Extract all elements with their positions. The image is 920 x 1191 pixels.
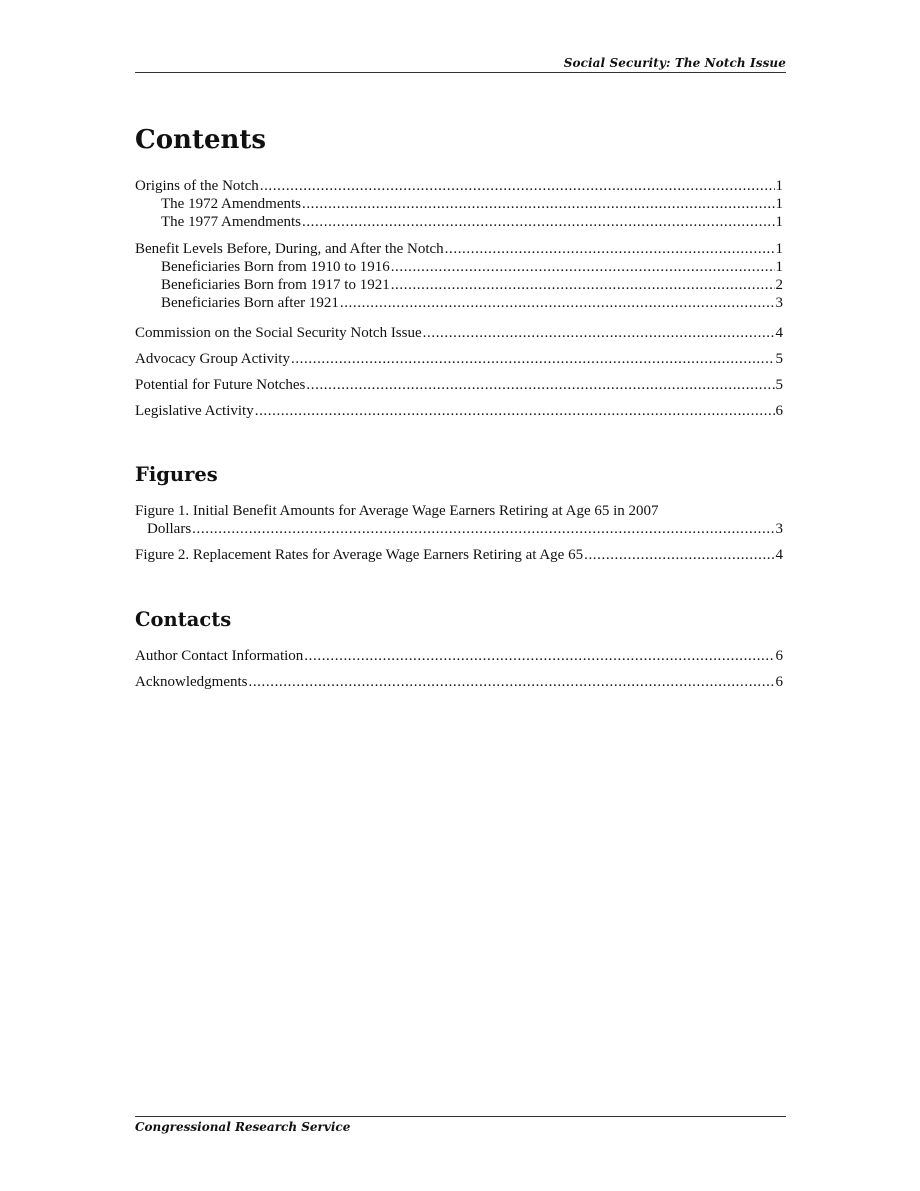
toc-entry-born-1917-1921[interactable] [135,276,783,294]
toc-page-number: 5 [775,377,783,393]
dot-leader [304,647,774,665]
toc-entry-commission-wrap [135,324,783,342]
toc-page-number: 3 [775,521,783,537]
toc-entry-label: The 1972 Amendments [161,196,301,212]
toc-entry-label: Legislative Activity [135,403,254,419]
toc-entry-ack-wrap [135,673,783,691]
dot-leader [248,673,774,691]
dot-leader [445,240,775,258]
dot-leader [260,177,775,195]
toc-page-number: 1 [775,196,783,212]
dot-leader [584,546,774,564]
dot-leader [302,195,775,213]
toc-entry-acknowledgments[interactable] [135,673,783,691]
toc-page-number: 4 [775,547,783,563]
toc-entry-born-1910-1916[interactable] [135,258,783,276]
dot-leader [255,402,775,420]
dot-leader [391,258,775,276]
figures-heading: Figures [135,463,218,486]
toc-entry-origins[interactable] [135,177,783,195]
dot-leader [302,213,775,231]
dot-leader [306,376,774,394]
toc-page-number: 1 [775,241,783,257]
header-rule [135,72,786,73]
toc-entry-advocacy[interactable] [135,350,783,368]
contents-group-1 [135,177,783,231]
toc-entry-advocacy-wrap [135,350,783,368]
toc-entry-label: Figure 2. Replacement Rates for Average Wage Earners Retiring at Age 65 [135,547,584,563]
toc-entry-future-notches[interactable] [135,376,783,394]
toc-entry-label: Dollars [147,521,192,537]
toc-entry-label: Origins of the Notch [135,178,259,194]
toc-entry-label: Beneficiaries Born after 1921 [161,295,339,311]
toc-entry-legislative-wrap [135,402,783,420]
running-footer: Congressional Research Service [135,1120,351,1134]
toc-entry-figure-1[interactable] [135,502,783,538]
dot-leader [192,520,774,538]
toc-entry-label: Acknowledgments [135,674,248,690]
toc-page-number: 1 [775,214,783,230]
toc-entry-continuation [135,520,783,538]
toc-page-number: 6 [775,403,783,419]
toc-entry-label: The 1977 Amendments [161,214,301,230]
contents-heading: Contents [135,125,267,155]
toc-entry-legislative[interactable] [135,402,783,420]
toc-entry-1972-amendments[interactable] [135,195,783,213]
toc-page-number: 1 [775,178,783,194]
toc-entry-label: Commission on the Social Security Notch Issue [135,325,422,341]
toc-page-number: 3 [775,295,783,311]
contents-group-2 [135,240,783,312]
contacts-heading: Contacts [135,608,232,631]
dot-leader [391,276,775,294]
toc-page-number: 1 [775,259,783,275]
toc-entry-label: Figure 1. Initial Benefit Amounts for Average Wage Earners Retiring at Age 65 in 2007 [135,503,659,519]
toc-entry-label: Advocacy Group Activity [135,351,290,367]
toc-page-number: 4 [775,325,783,341]
toc-entry-born-after-1921[interactable] [135,294,783,312]
toc-entry-benefit-levels[interactable] [135,240,783,258]
toc-entry-author-wrap [135,647,783,665]
dot-leader [340,294,775,312]
toc-entry-figure-2-wrap [135,546,783,564]
toc-entry-author-contact[interactable] [135,647,783,665]
toc-entry-future-wrap [135,376,783,394]
toc-entry-label: Benefit Levels Before, During, and After the Notch [135,241,444,257]
toc-entry-label: Beneficiaries Born from 1917 to 1921 [161,277,390,293]
toc-entry-commission[interactable] [135,324,783,342]
toc-page-number: 6 [775,648,783,664]
dot-leader [423,324,775,342]
toc-entry-label: Beneficiaries Born from 1910 to 1916 [161,259,390,275]
dot-leader [291,350,775,368]
toc-page-number: 6 [775,674,783,690]
toc-page-number: 5 [775,351,783,367]
footer-rule [135,1116,786,1117]
toc-entry-label: Potential for Future Notches [135,377,306,393]
toc-entry-label: Author Contact Information [135,648,304,664]
toc-entry-1977-amendments[interactable] [135,213,783,231]
toc-entry-figure-2[interactable] [135,546,783,564]
toc-page-number: 2 [775,277,783,293]
running-header: Social Security: The Notch Issue [563,56,786,70]
